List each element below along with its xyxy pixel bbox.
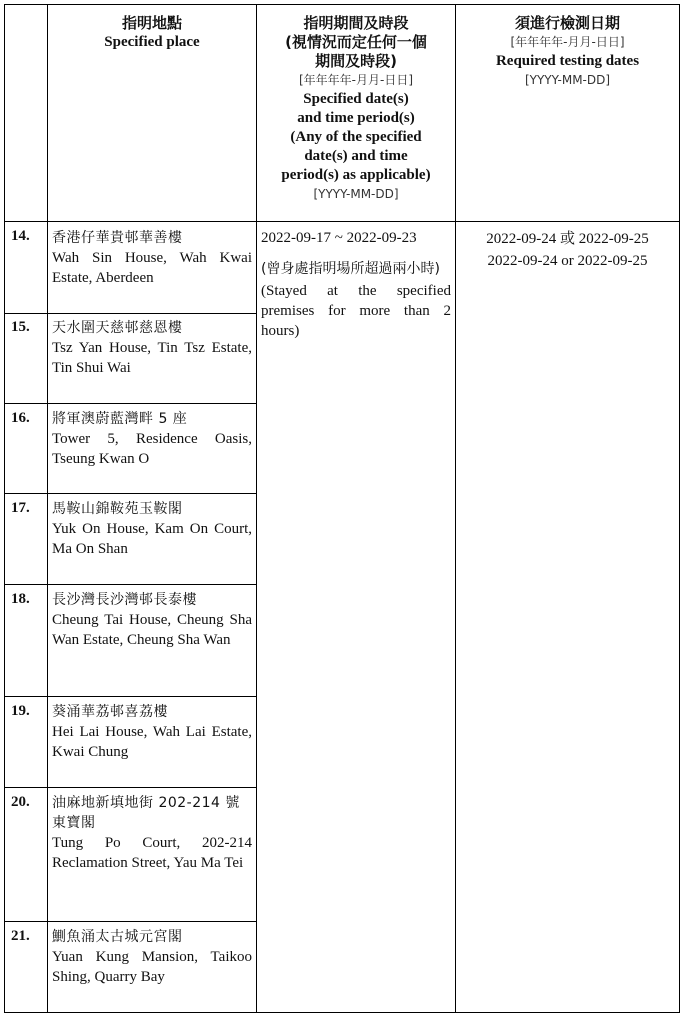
header-divider <box>4 221 680 222</box>
place-name-en: Yuk On House, Kam On Court, Ma On Shan <box>52 521 252 557</box>
row-divider <box>4 493 257 494</box>
testing-dates-zh: 2022-09-24 或 2022-09-25 <box>486 231 649 247</box>
header-period-zh-3: 期間及時段) <box>315 52 397 70</box>
place-name-en: Tung Po Court, 202-214 Reclamation Street, Yau Ma Tei <box>52 835 252 871</box>
table-row <box>52 409 252 469</box>
header-period-format-en: [YYYY-MM-DD] <box>313 187 399 201</box>
header-period-zh-2: (視情況而定任何一個 <box>285 33 427 51</box>
table-row <box>52 702 252 762</box>
header-test-en: Required testing dates <box>495 53 640 69</box>
column-divider-period <box>455 4 456 1013</box>
place-name-zh: 天水圍天慈邨慈恩樓 <box>52 320 183 336</box>
table-row <box>52 318 252 378</box>
header-period-en-5: period(s) as applicable) <box>281 167 431 183</box>
row-number: 18. <box>11 591 30 607</box>
row-number: 17. <box>11 500 30 516</box>
place-name-zh: 香港仔華貴邨華善樓 <box>52 230 183 246</box>
header-period-en-4: date(s) and time <box>304 148 408 164</box>
header-period-zh-1: 指明期間及時段 <box>303 14 409 32</box>
place-name-en: Tower 5, Residence Oasis, Tseung Kwan O <box>52 431 252 467</box>
place-name-en: Cheung Tai House, Cheung Sha Wan Estate, Cheung Sha Wan <box>52 612 252 648</box>
row-divider <box>4 403 257 404</box>
row-number: 14. <box>11 228 30 244</box>
row-number: 16. <box>11 410 30 426</box>
header-specified-period <box>257 14 455 204</box>
period-range: 2022-09-17 ~ 2022-09-23 <box>261 230 417 246</box>
header-period-en-3: (Any of the specified <box>290 129 422 145</box>
place-name-en: Tsz Yan House, Tin Tsz Estate, Tin Shui Wai <box>52 340 252 376</box>
row-divider <box>4 584 257 585</box>
table-row <box>52 590 252 650</box>
table-row <box>52 499 252 559</box>
row-divider <box>4 921 257 922</box>
specified-places-table <box>4 4 680 1013</box>
header-place-zh: 指明地點 <box>121 14 182 32</box>
testing-dates-en: 2022-09-24 or 2022-09-25 <box>487 253 648 269</box>
table-row <box>52 927 252 987</box>
place-name-zh: 油麻地新填地街 202-214 號東寶閣 <box>52 795 240 831</box>
table-border-bottom <box>4 1012 680 1013</box>
specified-period-cell <box>261 228 451 341</box>
table-border-top <box>4 4 680 5</box>
place-name-zh: 馬鞍山錦鞍苑玉鞍閣 <box>52 501 183 517</box>
header-required-testing-dates <box>456 14 679 90</box>
row-divider <box>4 313 257 314</box>
row-number: 21. <box>11 928 30 944</box>
header-period-en-2: and time period(s) <box>297 110 415 126</box>
header-test-format-en: [YYYY-MM-DD] <box>524 73 611 87</box>
place-name-en: Wah Sin House, Wah Kwai Estate, Aberdeen <box>52 250 252 286</box>
place-name-zh: 鰂魚涌太古城元宮閣 <box>52 929 183 945</box>
period-note-en: (Stayed at the specified premises for more than 2 hours) <box>261 283 451 339</box>
row-number: 15. <box>11 319 30 335</box>
period-note-zh: (曾身處指明場所超過兩小時) <box>261 261 440 277</box>
header-test-format-zh: [年年年年-月月-日日] <box>510 35 625 49</box>
row-number: 20. <box>11 794 30 810</box>
required-testing-cell <box>456 228 679 272</box>
header-test-zh: 須進行檢測日期 <box>514 14 620 32</box>
header-specified-place <box>48 14 256 52</box>
place-name-zh: 將軍澳蔚藍灣畔 5 座 <box>52 411 188 427</box>
table-row <box>52 793 252 873</box>
row-number: 19. <box>11 703 30 719</box>
table-row <box>52 228 252 288</box>
row-divider <box>4 696 257 697</box>
column-divider-number <box>47 4 48 1013</box>
row-divider <box>4 787 257 788</box>
place-name-en: Yuan Kung Mansion, Taikoo Shing, Quarry Bay <box>52 949 252 985</box>
place-name-zh: 葵涌華荔邨喜荔樓 <box>52 704 168 720</box>
header-place-en: Specified place <box>104 34 200 50</box>
place-name-en: Hei Lai House, Wah Lai Estate, Kwai Chung <box>52 724 252 760</box>
header-period-en-1: Specified date(s) <box>303 91 409 107</box>
header-period-format-zh: [年年年年-月月-日日] <box>298 73 414 87</box>
table-border-right <box>679 4 680 1013</box>
place-name-zh: 長沙灣長沙灣邨長泰樓 <box>52 592 197 608</box>
